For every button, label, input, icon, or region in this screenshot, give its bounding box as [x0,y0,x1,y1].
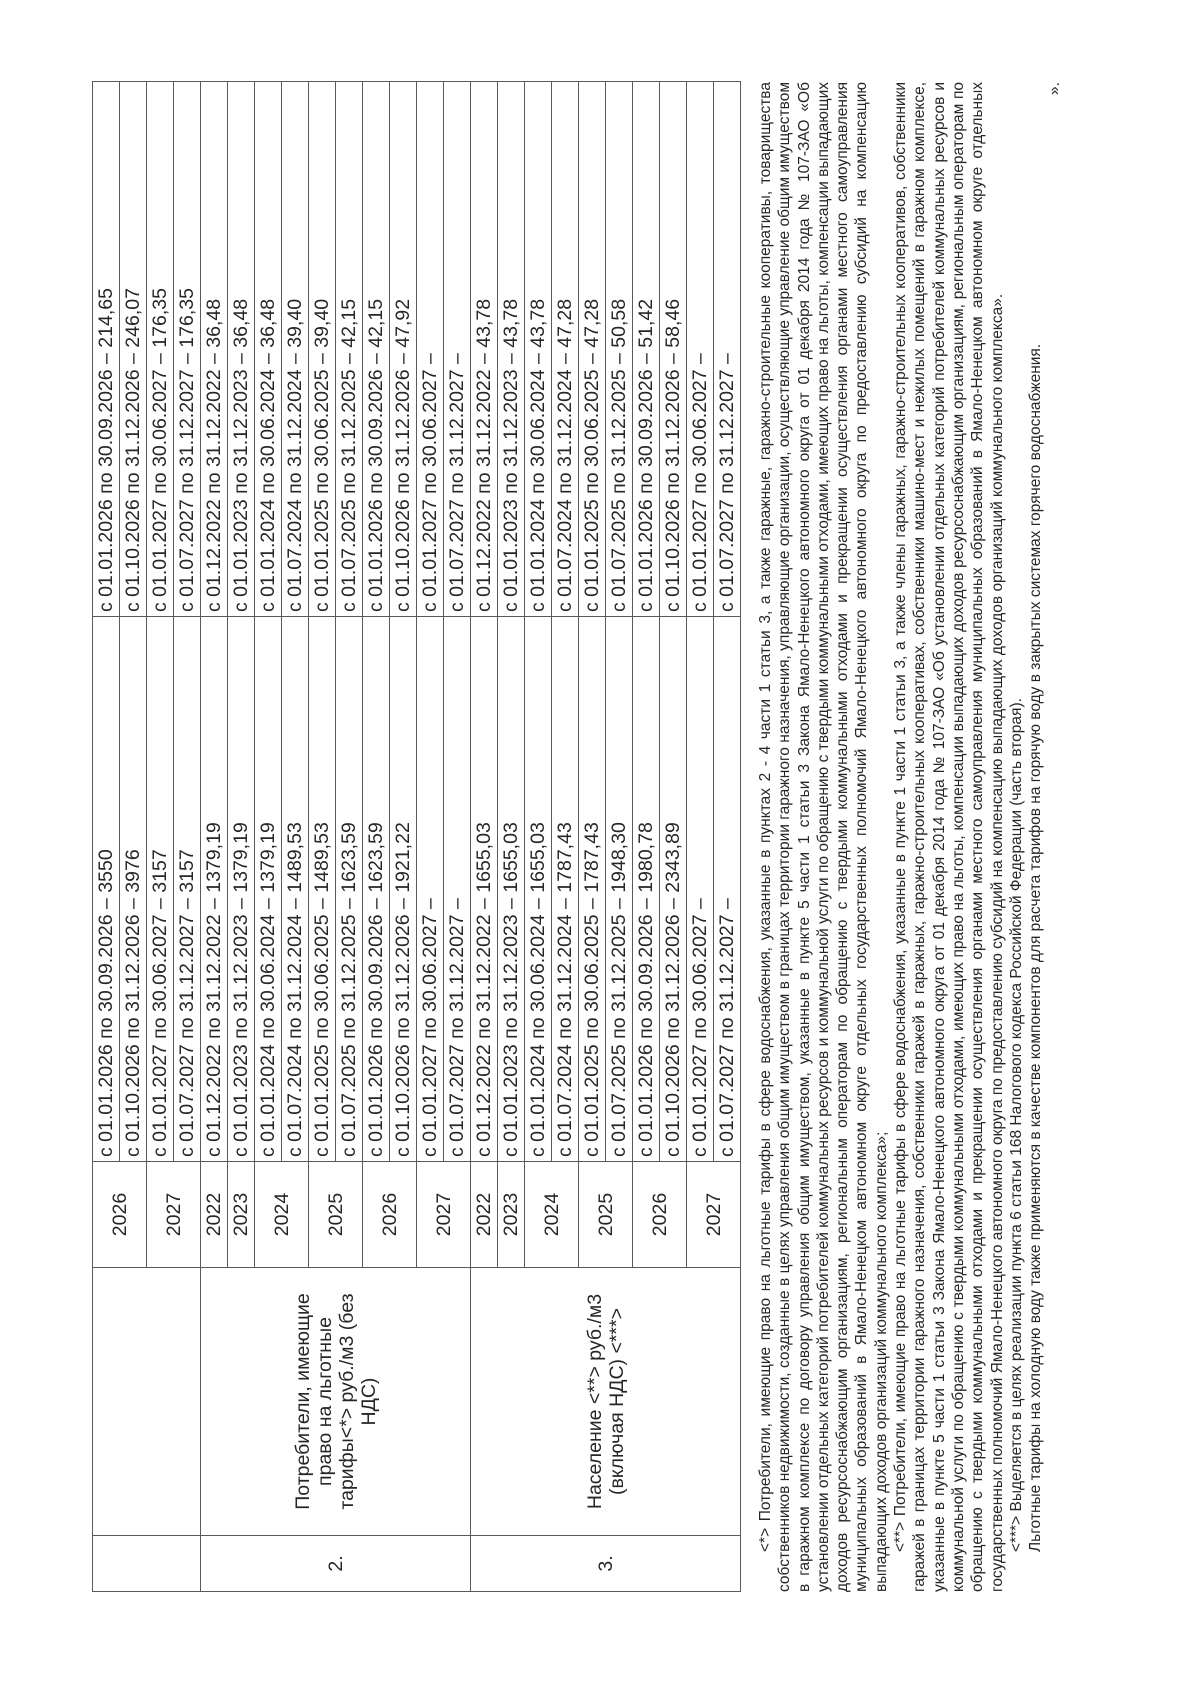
tariff-value: 1489,53 [284,822,306,893]
dash-separator: – [446,898,468,915]
tariff-value: 47,92 [392,298,414,348]
dash-separator: – [473,892,495,915]
dash-separator: – [500,347,522,370]
table-row [93,82,120,1592]
tariff-value: 1623,59 [338,822,360,893]
number-cell-empty [93,1536,201,1592]
dash-separator: – [635,892,657,915]
year-cell: 2025 [579,1162,633,1268]
tariff-table [92,81,741,1592]
tariff-value: 1948,30 [608,822,630,893]
period-cell-2 [552,82,579,617]
period-text: с 01.01.2023 по 31.12.2023 [500,369,522,612]
period-text: с 01.01.2026 по 30.09.2026 [635,369,657,612]
tariff-value: 36,48 [230,298,252,348]
tariff-value: 43,78 [500,298,522,348]
year-cell: 2022 [471,1162,498,1268]
tariff-value: 3550 [95,849,117,893]
period-text: с 01.01.2024 по 30.06.2024 [257,914,279,1157]
section-number: 2. [201,1536,471,1592]
tariff-value: 1655,03 [500,822,522,893]
year-cell: 2023 [498,1162,525,1268]
period-text: с 01.07.2027 по 31.12.2027 [716,914,738,1157]
period-text: с 01.07.2025 по 31.12.2025 [608,369,630,612]
period-text: с 01.07.2024 по 31.12.2024 [284,369,306,612]
period-cell-1 [687,617,714,1162]
period-cell-1 [525,617,552,1162]
dash-separator: – [203,892,225,915]
period-cell-2 [714,82,741,617]
tariff-value: 58,46 [662,298,684,348]
period-cell-1 [660,617,687,1162]
period-text: с 01.07.2024 по 31.12.2024 [284,914,306,1157]
year-cell: 2024 [525,1162,579,1268]
tariff-value: 3976 [122,849,144,893]
period-text: с 01.12.2022 по 31.12.2022 [203,914,225,1157]
dash-separator: – [527,347,549,370]
tariff-value: 1980,78 [635,822,657,893]
period-cell-1 [228,617,255,1162]
year-cell: 2027 [687,1162,741,1268]
period-text: с 01.01.2025 по 30.06.2025 [581,369,603,612]
tariff-value: 1921,22 [392,822,414,893]
dash-separator: – [122,347,144,370]
period-cell-1 [633,617,660,1162]
dash-separator: – [284,892,306,915]
tariff-value: 47,28 [581,298,603,348]
tariff-value: 1379,19 [257,822,279,893]
period-cell-1 [120,617,147,1162]
dash-separator: – [257,892,279,915]
table-row [201,82,228,1592]
period-cell-1 [363,617,390,1162]
dash-separator: – [392,347,414,370]
period-text: с 01.12.2022 по 31.12.2022 [473,914,495,1157]
tariff-value: 214,65 [95,288,117,348]
dash-separator: – [716,898,738,915]
period-cell-2 [282,82,309,617]
period-text: с 01.01.2025 по 30.06.2025 [311,369,333,612]
closing-quote: ». [1046,82,1064,95]
tariff-value: 43,78 [527,298,549,348]
tariff-value: 1787,43 [554,822,576,893]
tariff-value: 42,15 [365,298,387,348]
period-text: с 01.01.2025 по 30.06.2025 [311,914,333,1157]
table-row [471,82,498,1592]
footnotes [756,82,1065,1592]
dash-separator: – [419,898,441,915]
period-text: с 01.01.2023 по 31.12.2023 [230,369,252,612]
period-text: с 01.01.2024 по 30.06.2024 [527,914,549,1157]
period-text: с 01.07.2025 по 31.12.2025 [338,369,360,612]
tariff-value: 51,42 [635,298,657,348]
consumer-category: Население <**> руб./м3 (включая НДС) <***> [471,1268,741,1536]
dash-separator: – [662,347,684,370]
period-cell-2 [201,82,228,617]
dash-separator: – [365,347,387,370]
dash-separator: – [581,347,603,370]
period-cell-2 [471,82,498,617]
tariff-value: 176,35 [176,288,198,348]
period-cell-2 [687,82,714,617]
period-text: с 01.07.2027 по 31.12.2027 [446,914,468,1157]
period-cell-2 [444,82,471,617]
period-text: с 01.01.2027 по 30.06.2027 [689,369,711,612]
tariff-value: 3157 [149,849,171,893]
year-cell: 2027 [147,1162,201,1268]
period-cell-2 [120,82,147,617]
period-cell-1 [606,617,633,1162]
tariff-value: 1379,19 [203,822,225,893]
tariff-value: 176,35 [149,288,171,348]
period-text: с 01.12.2022 по 31.12.2022 [203,369,225,612]
period-cell-1 [147,617,174,1162]
dash-separator: – [500,892,522,915]
dash-separator: – [149,892,171,915]
period-cell-2 [309,82,336,617]
dash-separator: – [608,892,630,915]
dash-separator: – [581,892,603,915]
period-cell-1 [471,617,498,1162]
tariff-value: 50,58 [608,298,630,348]
footnote-2: <**> Потребители, имеющие право на льготные тарифы в сфере водоснабжения, указанные в пункте 1 части 1 статьи 3, а также члены гаражных, гаражно-строительных кооперативов, собственники гаражей в границах территории гаражного назначения, собственники гаражей в гаражных, гаражно-строительных кооперативах, собственники машино-мест и нежилых помещений в гаражном комплексе, указанные в пункте 5 части 1 статьи 3 Закона Ямало-Ненецкого автономного округа от 01 декабря 2014 года № 107-ЗАО «Об установлении отдельных категорий потребителей коммунальных ресурсов и коммунальной услуги по обращению с твердыми коммунальными отходами, имеющих право на льготы, компенсации выпадающих доходов ресурсоснабжающим организациям, региональным операторам по обращению с твердыми коммунальными отходами и прекращении осуществления органами местного самоуправления муниципальных образований в Ямало-Ненецком автономном округе отдельных государственных полномочий Ямало-Ненецкого автономного округа по предоставлению субсидий на компенсацию выпадающих доходов организаций коммунального комплекса». [892,82,1006,1592]
period-cell-2 [633,82,660,617]
period-cell-2 [336,82,363,617]
category-cell-empty [93,1268,201,1536]
period-cell-2 [660,82,687,617]
period-text: с 01.12.2022 по 31.12.2022 [473,369,495,612]
tariff-value: 246,07 [122,288,144,348]
dash-separator: – [257,347,279,370]
period-text: с 01.01.2027 по 30.06.2027 [419,914,441,1157]
footnote-4: Льготные тарифы на холодную воду также применяются в качестве компонентов для расчета тарифов на горячую воду в закрытых системах горячего водоснабжения. [1027,343,1045,1552]
dash-separator: – [122,892,144,915]
period-cell-1 [552,617,579,1162]
dash-separator: – [311,892,333,915]
period-cell-1 [498,617,525,1162]
period-cell-1 [93,617,120,1162]
tariff-value: 1379,19 [230,822,252,893]
period-cell-1 [336,617,363,1162]
dash-separator: – [419,353,441,370]
period-text: с 01.01.2023 по 31.12.2023 [230,914,252,1157]
period-cell-2 [228,82,255,617]
dash-separator: – [635,347,657,370]
period-text: с 01.01.2027 по 30.06.2027 [689,914,711,1157]
period-text: с 01.07.2027 по 31.12.2027 [716,369,738,612]
period-text: с 01.01.2024 по 30.06.2024 [527,369,549,612]
period-text: с 01.01.2026 по 30.09.2026 [95,914,117,1157]
tariff-value: 42,15 [338,298,360,348]
dash-separator: – [473,347,495,370]
tariff-value: 1787,43 [581,822,603,893]
tariff-value: 1623,59 [365,822,387,893]
period-text: с 01.10.2026 по 31.12.2026 [392,914,414,1157]
period-text: с 01.07.2024 по 31.12.2024 [554,914,576,1157]
period-cell-2 [93,82,120,617]
period-text: с 01.10.2026 по 31.12.2026 [122,914,144,1157]
period-cell-1 [714,617,741,1162]
tariff-value: 2343,89 [662,822,684,893]
period-cell-2 [417,82,444,617]
year-cell: 2023 [228,1162,255,1268]
tariff-value: 1489,53 [311,822,333,893]
period-text: с 01.01.2024 по 30.06.2024 [257,369,279,612]
period-cell-1 [309,617,336,1162]
dash-separator: – [176,892,198,915]
tariff-value: 1655,03 [527,822,549,893]
tariff-value: 39,40 [311,298,333,348]
dash-separator: – [446,353,468,370]
dash-separator: – [338,892,360,915]
period-cell-1 [282,617,309,1162]
dash-separator: – [365,892,387,915]
period-text: с 01.01.2026 по 30.09.2026 [95,369,117,612]
tariff-value: 36,48 [257,298,279,348]
period-cell-2 [363,82,390,617]
year-cell: 2026 [633,1162,687,1268]
period-cell-1 [201,617,228,1162]
period-text: с 01.07.2025 по 31.12.2025 [608,914,630,1157]
dash-separator: – [392,892,414,915]
period-cell-1 [579,617,606,1162]
dash-separator: – [95,347,117,370]
tariff-value: 36,48 [203,298,225,348]
period-cell-2 [579,82,606,617]
period-cell-2 [174,82,201,617]
period-text: с 01.01.2027 по 30.06.2027 [149,369,171,612]
year-cell: 2026 [93,1162,147,1268]
year-cell: 2027 [417,1162,471,1268]
year-cell: 2026 [363,1162,417,1268]
period-text: с 01.01.2025 по 30.06.2025 [581,914,603,1157]
footnote-3: <***> Выделяется в целях реализации пункта 6 статьи 168 Налогового кодекса Российской Федерации (часть вторая). [1007,698,1025,1552]
year-cell: 2025 [309,1162,363,1268]
tariff-value: 43,78 [473,298,495,348]
tariff-table-body [93,82,741,1592]
period-text: с 01.10.2026 по 31.12.2026 [122,369,144,612]
dash-separator: – [95,892,117,915]
period-cell-1 [174,617,201,1162]
year-cell: 2024 [255,1162,309,1268]
dash-separator: – [662,892,684,915]
dash-separator: – [338,347,360,370]
period-text: с 01.01.2026 по 30.09.2026 [365,369,387,612]
period-cell-2 [498,82,525,617]
period-cell-1 [417,617,444,1162]
dash-separator: – [284,347,306,370]
dash-separator: – [554,892,576,915]
section-number: 3. [471,1536,741,1592]
period-text: с 01.01.2027 по 30.06.2027 [419,369,441,612]
period-text: с 01.10.2026 по 31.12.2026 [662,914,684,1157]
period-cell-2 [147,82,174,617]
period-text: с 01.07.2025 по 31.12.2025 [338,914,360,1157]
dash-separator: – [311,347,333,370]
period-text: с 01.01.2026 по 30.09.2026 [365,914,387,1157]
period-cell-1 [444,617,471,1162]
period-text: с 01.07.2027 по 31.12.2027 [176,914,198,1157]
consumer-category: Потребители, имеющие право на льготные тарифы<*> руб./м3 (без НДС) [201,1268,471,1536]
period-text: с 01.07.2027 по 31.12.2027 [446,369,468,612]
period-cell-2 [390,82,417,617]
tariff-value: 39,40 [284,298,306,348]
period-text: с 01.10.2026 по 31.12.2026 [392,369,414,612]
dash-separator: – [689,898,711,915]
footnote-1: <*> Потребители, имеющие право на льготные тарифы в сфере водоснабжения, указанные в пунктах 2 - 4 части 1 статьи 3, а также гаражные, гаражно-строительные кооперативы, товарищества собственников недвижимости, созданные в целях управления общим имуществом в границах территории гаражного назначения, управляющие организации, осуществляющие управление общим имуществом в гаражном комплексе по договору управления общим имуществом, указанные в пункте 5 части 1 статьи 3 Закона Ямало-Ненецкого автономного округа от 01 декабря 2014 года № 107-ЗАО «Об установлении отдельных категорий потребителей коммунальных ресурсов и коммунальной услуги по обращению с твердыми коммунальными отходами, имеющих право на льготы, компенсации выпадающих доходов ресурсоснабжающим организациям, региональным операторам по обращению с твердыми коммунальными отходами и прекращении осуществления органами местного самоуправления муниципальных образований в Ямало-Ненецком автономном округе отдельных государственных полномочий Ямало-Ненецкого автономного округа по предоставлению субсидий на компенсацию выпадающих доходов организаций коммунального комплекса»; [757,82,890,1592]
dash-separator: – [230,892,252,915]
dash-separator: – [527,892,549,915]
tariff-value: 47,28 [554,298,576,348]
period-cell-2 [255,82,282,617]
tariff-value: 3157 [176,849,198,893]
period-text: с 01.01.2026 по 30.09.2026 [635,914,657,1157]
period-cell-1 [390,617,417,1162]
period-text: с 01.01.2027 по 30.06.2027 [149,914,171,1157]
period-text: с 01.01.2023 по 31.12.2023 [500,914,522,1157]
dash-separator: – [203,347,225,370]
dash-separator: – [716,353,738,370]
period-text: с 01.07.2027 по 31.12.2027 [176,369,198,612]
period-text: с 01.10.2026 по 31.12.2026 [662,369,684,612]
period-cell-2 [606,82,633,617]
dash-separator: – [176,347,198,370]
period-cell-2 [525,82,552,617]
dash-separator: – [608,347,630,370]
dash-separator: – [554,347,576,370]
year-cell: 2022 [201,1162,228,1268]
dash-separator: – [689,353,711,370]
dash-separator: – [149,347,171,370]
dash-separator: – [230,347,252,370]
tariff-value: 1655,03 [473,822,495,893]
period-text: с 01.07.2024 по 31.12.2024 [554,369,576,612]
period-cell-1 [255,617,282,1162]
